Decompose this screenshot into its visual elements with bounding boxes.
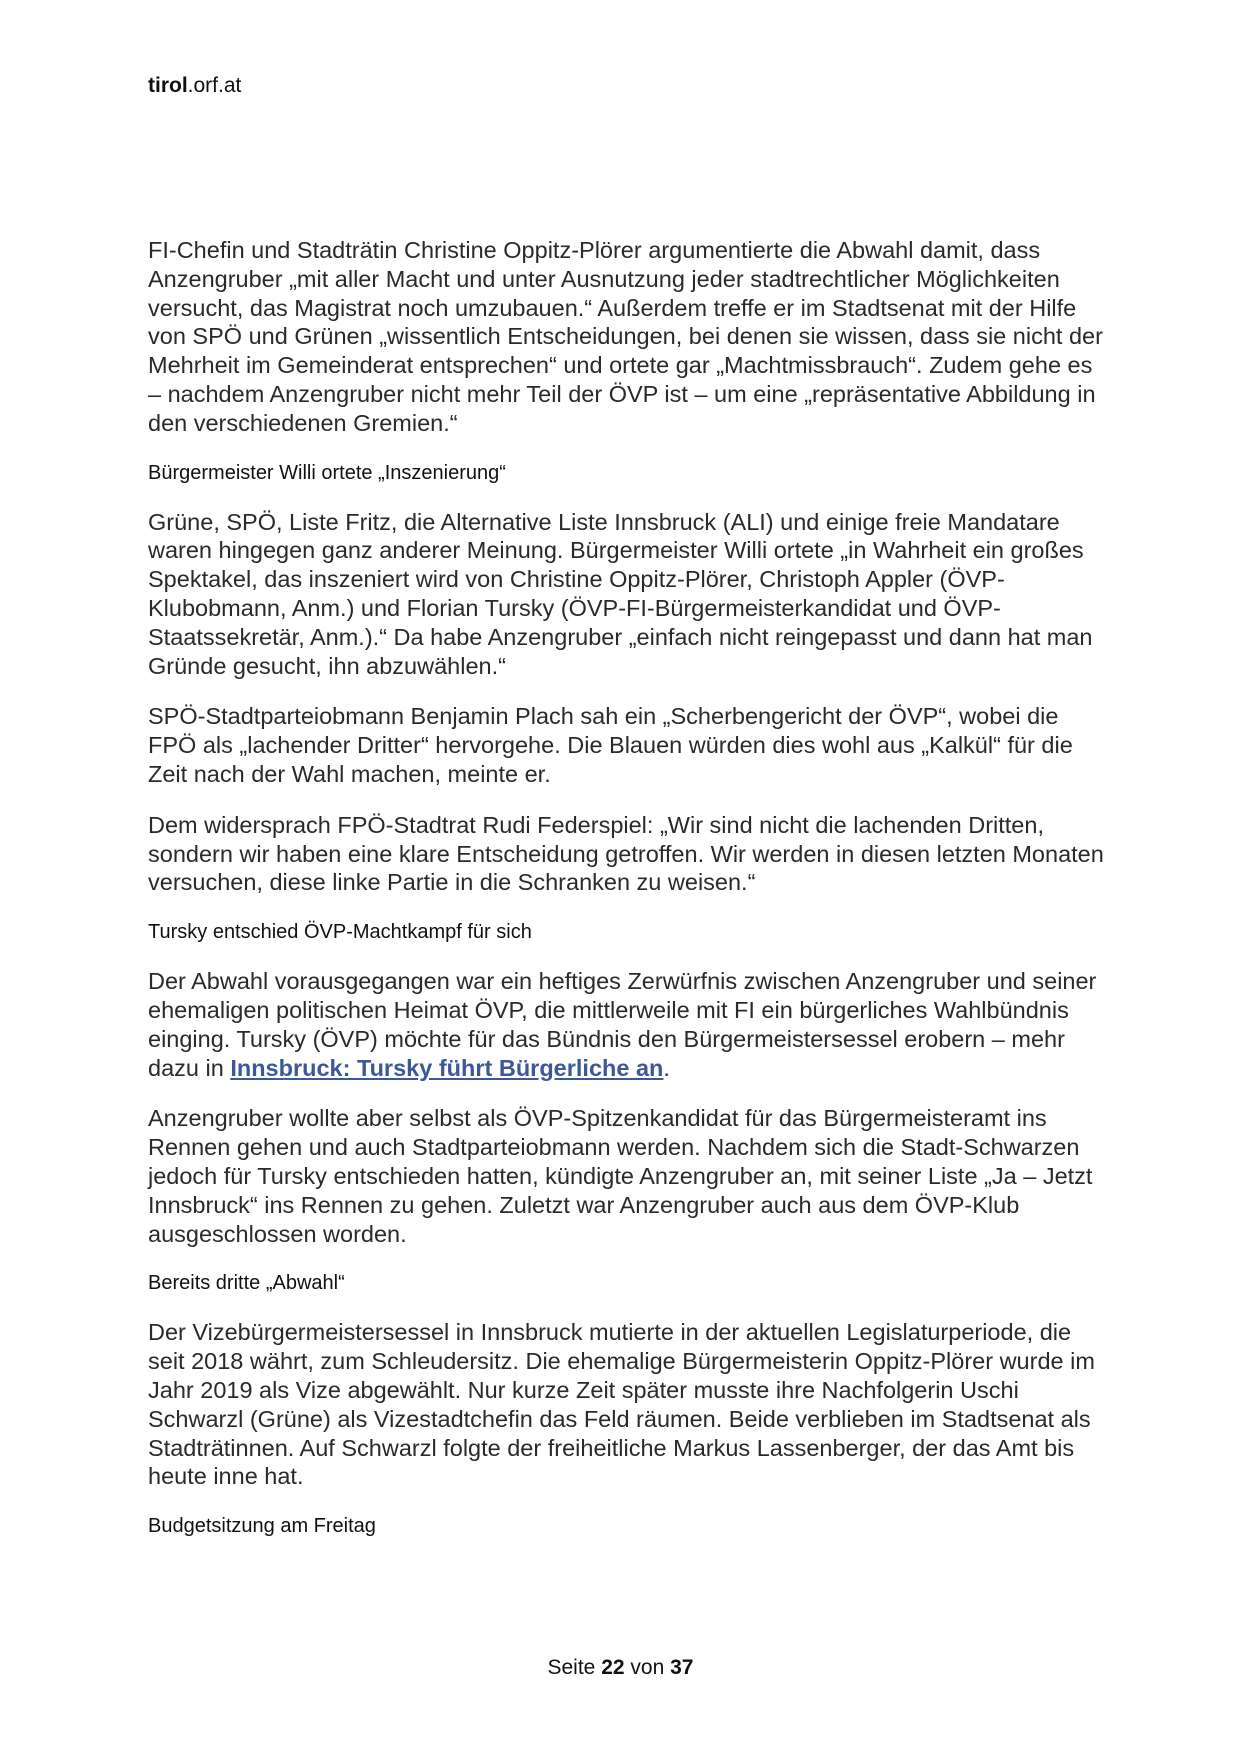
- page-of-label: von: [630, 1656, 665, 1679]
- paragraph: Anzengruber wollte aber selbst als ÖVP-Spitzenkandidat für das Bürgermeisteramt ins Rennen gehen und auch Stadtparteiobmann werden. Nachdem sich die Stadt-Schwarzen jedoch für Tursky entschieden hatten, kündigte Anzengruber an, mit seiner Liste „Ja – Jetzt Innsbruck“ ins Rennen zu gehen. Zuletzt war Anzengruber auch aus dem ÖVP-Klub ausgeschlossen worden.: [148, 1105, 1093, 1247]
- paragraph: FI-Chefin und Stadträtin Christine Oppitz-Plörer argumentierte die Abwahl damit, dass Anzengruber „mit aller Macht und unter Ausnutzung jeder stadtrechtlicher Möglichkeiten versucht, das Magistrat noch umzubauen.“ Außerdem treffe er im Stadtsenat mit der Hilfe von SPÖ und Grünen „wissentlich Entscheidungen, bei denen sie wissen, dass sie nicht der Mehrheit im Gemeinderat entsprechen“ und ortete gar „Machtmissbrauch“. Zudem gehe es – nachdem Anzengruber nicht mehr Teil der ÖVP ist – um eine „repräsentative Abbildung in den verschiedenen Gremien.“: [148, 237, 1103, 436]
- paragraph: Der Vizebürgermeistersessel in Innsbruck mutierte in der aktuellen Legislaturperiode, die seit 2018 währt, zum Schleudersitz. Die ehemalige Bürgermeisterin Oppitz-Plörer wurde im Jahr 2019 als Vize abgewählt. Nur kurze Zeit später musste ihre Nachfolgerin Uschi Schwarzl (Grüne) als Vizestadtchefin das Feld räumen. Beide verblieben im Stadtsenat als Stadträtinnen. Auf Schwarzl folgte der freiheitliche Markus Lassenberger, der das Amt bis heute inne hat.: [148, 1319, 1095, 1490]
- subheading: Tursky entschied ÖVP-Machtkampf für sich: [148, 921, 532, 944]
- article-body: [148, 236, 1108, 1561]
- paragraph: SPÖ-Stadtparteiobmann Benjamin Plach sah ein „Scherbengericht der ÖVP“, wobei die FPÖ als „lachender Dritter“ hervorgehe. Die Blauen würden dies wohl aus „Kalkül“ für die Zeit nach der Wahl machen, meinte er.: [148, 703, 1073, 787]
- paragraph-text: Der Abwahl vorausgegangen war ein heftiges Zerwürfnis zwischen Anzengruber und seiner ehemaligen politischen Heimat ÖVP, die mittlerweile mit FI ein bürgerliches Wahlbündnis einging. Tursky (ÖVP) möchte für das Bündnis den Bürgermeistersessel erobern – mehr dazu in: [148, 968, 1097, 1081]
- site-name-bold: tirol: [148, 74, 188, 97]
- page-number: 22: [601, 1656, 625, 1679]
- link-trailing-punctuation: .: [663, 1054, 670, 1081]
- paragraph-with-link: [148, 967, 1108, 1082]
- page-label: Seite: [547, 1656, 596, 1679]
- subheading: Bereits dritte „Abwahl“: [148, 1272, 345, 1295]
- page-total: 37: [670, 1656, 694, 1679]
- site-name-domain: .orf.at: [187, 74, 242, 97]
- subheading: Bürgermeister Willi ortete „Inszenierung“: [148, 461, 506, 484]
- paragraph: Grüne, SPÖ, Liste Fritz, die Alternative Liste Innsbruck (ALI) und einige freie Mandatare waren hingegen ganz anderer Meinung. Bürgermeister Willi ortete „in Wahrheit ein großes Spektakel, das inszeniert wird von Christine Oppitz-Plörer, Christoph Appler (ÖVP-Klubobmann, Anm.) und Florian Tursky (ÖVP-FI-Bürgermeisterkandidat und ÖVP-Staatssekretär, Anm.).“ Da habe Anzengruber „einfach nicht reingepasst und dann hat man Gründe gesucht, ihn abzuwählen.“: [148, 508, 1093, 679]
- subheading: Budgetsitzung am Freitag: [148, 1515, 376, 1538]
- page-footer: [0, 1656, 1241, 1680]
- site-header: [148, 74, 241, 98]
- paragraph: Dem widersprach FPÖ-Stadtrat Rudi Federspiel: „Wir sind nicht die lachenden Dritten, sondern wir haben eine klare Entscheidung getroffen. Wir werden in diesen letzten Monaten versuchen, diese linke Partie in die Schranken zu weisen.“: [148, 811, 1104, 896]
- article-link[interactable]: Innsbruck: Tursky führt Bürgerliche an: [230, 1054, 664, 1081]
